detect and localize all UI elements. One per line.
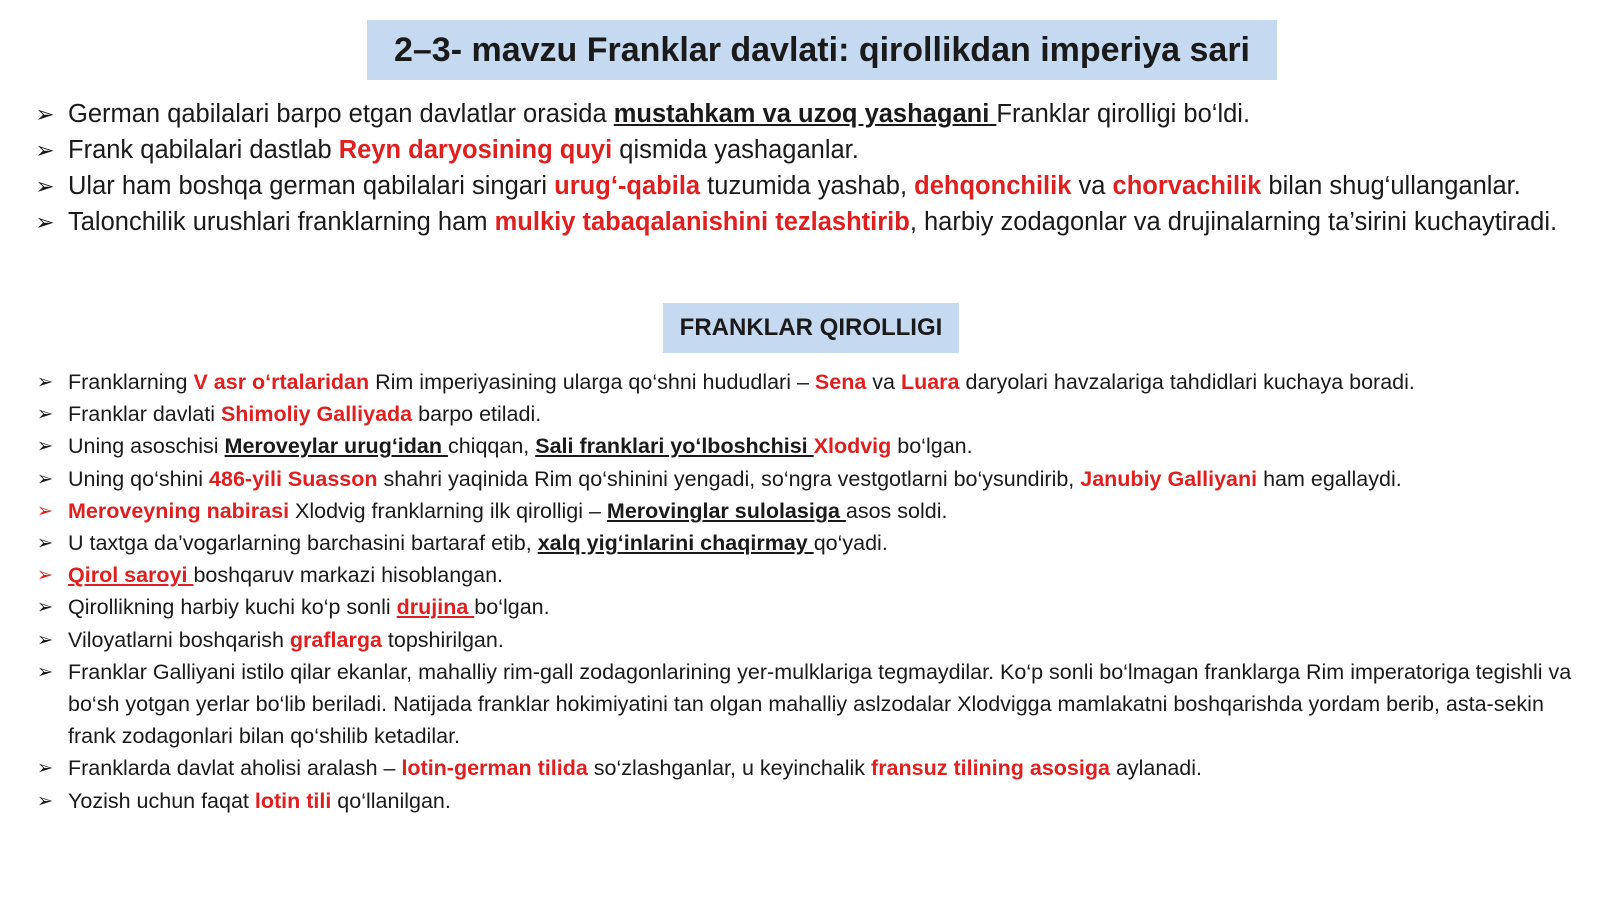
- highlight-text: graflarga: [289, 627, 382, 652]
- text: Franklarda davlat aholisi aralash –: [68, 756, 402, 781]
- list-item: [30, 366, 1575, 398]
- highlight-text: Luara: [900, 370, 960, 394]
- text: Viloyatlarni boshqarish: [68, 627, 290, 652]
- text: ham egallaydi.: [1257, 466, 1402, 491]
- text: topshirilgan.: [381, 627, 504, 652]
- highlight-text: urug‘-qabila: [554, 172, 701, 200]
- highlight-text: Shimoliy Galliyada: [220, 402, 413, 427]
- text: Frank qabilalari dastlab: [68, 136, 339, 164]
- section-header: [663, 303, 959, 353]
- list-item: [30, 132, 1575, 168]
- text: chiqqan,: [447, 434, 536, 459]
- list-item: [30, 785, 1575, 817]
- text: Franklar qirolligi bo‘ldi.: [996, 100, 1251, 128]
- arrowhead-bullet-icon: ➢: [36, 435, 54, 458]
- underlined-text: Sali franklari yo‘lboshchisi: [535, 434, 814, 459]
- list-item: [30, 559, 1575, 591]
- list-item: [30, 495, 1575, 527]
- list-item: [30, 591, 1575, 623]
- highlight-text: Qirol saroyi: [68, 563, 194, 588]
- highlight-text: lotin-german tilida: [401, 756, 588, 781]
- text: Franklarning: [68, 370, 194, 394]
- text: daryolari havzalariga tahdidlari kuchaya boradi.: [959, 370, 1415, 394]
- arrowhead-bullet-icon: ➢: [36, 403, 54, 426]
- text: qo‘yadi.: [813, 531, 888, 556]
- highlight-text: lotin tili: [254, 788, 332, 813]
- text: U taxtga da’vogarlarning barchasini bartaraf etib,: [68, 531, 538, 556]
- list-item: [30, 656, 1575, 753]
- arrowhead-bullet-icon: ➢: [36, 532, 54, 555]
- arrowhead-bullet-icon: ➢: [36, 371, 54, 393]
- page-title-text: 2–3- mavzu Franklar davlati: qirollikdan imperiya sari: [393, 30, 1250, 69]
- text: Franklar davlati: [68, 402, 221, 427]
- text: Franklar Galliyani istilo qilar ekanlar, mahalliy rim-gall zodagonlarining yer-mulklariga tegmaydilar. Ko‘p sonli bo‘lmagan franklarga Rim imperatoriga tegishli va bo‘sh yotgan yerlar bo‘lib beriladi. Natijada franklar hokimiyatini tan olgan mahalliy aslzodalar Xlodvigga mamlakatni boshqarishda yordam berib, asta-sekin frank zodagonlari bilan qo‘shilib ketadilar.: [68, 659, 1572, 749]
- text: va: [1071, 172, 1113, 200]
- text: bo‘lgan.: [474, 595, 550, 620]
- highlight-text: dehqonchilik: [914, 172, 1072, 200]
- arrowhead-bullet-icon: ➢: [36, 499, 54, 522]
- text: Uning qo‘shini: [68, 466, 210, 491]
- arrowhead-bullet-icon: ➢: [36, 467, 54, 490]
- arrowhead-bullet-icon: ➢: [36, 789, 54, 812]
- page-title: [367, 20, 1277, 80]
- arrowhead-bullet-icon: ➢: [35, 101, 55, 127]
- highlight-text: drujina: [396, 595, 475, 620]
- arrowhead-bullet-icon: ➢: [35, 209, 55, 235]
- text: Talonchilik urushlari franklarning ham: [68, 208, 495, 236]
- text: qo‘llanilgan.: [331, 788, 451, 813]
- list-item: [30, 96, 1575, 132]
- list-item: [30, 527, 1575, 559]
- arrowhead-bullet-icon: ➢: [35, 173, 55, 199]
- text: tuzumida yashab,: [700, 172, 915, 200]
- arrowhead-bullet-icon: ➢: [36, 596, 54, 619]
- highlight-text: Meroveyning nabirasi: [68, 498, 290, 523]
- text: Xlodvig franklarning ilk qirolligi –: [289, 498, 607, 523]
- text: Rim imperiyasining ularga qo‘shni hududlari –: [369, 370, 815, 394]
- text: Ular ham boshqa german qabilalari singari: [68, 172, 555, 200]
- kingdom-list: [30, 366, 1575, 817]
- arrowhead-bullet-icon: ➢: [35, 137, 55, 163]
- section-title: FRANKLAR QIROLLIGI: [679, 314, 943, 341]
- highlight-text: Sena: [814, 370, 867, 394]
- underlined-text: Meroveylar urug‘idan: [224, 434, 448, 459]
- underlined-text: mustahkam va uzoq yashagani: [613, 100, 997, 128]
- text: bo‘lgan.: [891, 434, 973, 459]
- text: barpo etiladi.: [412, 402, 542, 427]
- list-item: [30, 752, 1575, 784]
- text: Uning asoschisi: [68, 434, 225, 459]
- intro-list: [30, 96, 1575, 240]
- list-item: [30, 204, 1575, 240]
- list-item: [30, 168, 1575, 204]
- text: va: [866, 370, 901, 394]
- highlight-text: 486-yili Suasson: [209, 466, 378, 491]
- highlight-text: Reyn daryosining quyi: [338, 136, 613, 164]
- arrowhead-bullet-icon: ➢: [36, 628, 54, 651]
- highlight-text: chorvachilik: [1112, 172, 1262, 200]
- text: shahri yaqinida Rim qo‘shinini yengadi, so‘ngra vestgotlarni bo‘ysundirib,: [377, 466, 1081, 491]
- list-item: [30, 463, 1575, 495]
- text: so‘zlashganlar, u keyinchalik: [587, 756, 872, 781]
- list-item: [30, 624, 1575, 656]
- highlight-text: V asr o‘rtalaridan: [193, 370, 370, 394]
- text: German qabilalari barpo etgan davlatlar orasida: [68, 100, 614, 128]
- text: Qirollikning harbiy kuchi ko‘p sonli: [68, 595, 397, 620]
- text: aylanadi.: [1109, 756, 1203, 781]
- underlined-text: Merovinglar sulolasiga: [606, 498, 846, 523]
- arrowhead-bullet-icon: ➢: [36, 757, 54, 780]
- highlight-text: fransuz tilining asosiga: [871, 756, 1110, 781]
- text: asos soldi.: [845, 498, 948, 523]
- arrowhead-bullet-icon: ➢: [36, 564, 54, 587]
- text: bilan shug‘ullanganlar.: [1261, 172, 1521, 200]
- highlight-text: Xlodvig: [813, 434, 892, 459]
- arrowhead-bullet-icon: ➢: [36, 660, 54, 683]
- highlight-text: Janubiy Galliyani: [1080, 466, 1258, 491]
- underlined-text: xalq yig‘inlarini chaqirmay: [537, 531, 814, 556]
- list-item: [30, 398, 1575, 430]
- text: , harbiy zodagonlar va drujinalarning ta’sirini kuchaytiradi.: [909, 208, 1558, 236]
- text: qismida yashaganlar.: [612, 136, 859, 164]
- text: boshqaruv markazi hisoblangan.: [193, 563, 504, 588]
- list-item: [30, 430, 1575, 462]
- highlight-text: mulkiy tabaqalanishini tezlashtirib: [494, 208, 910, 236]
- text: Yozish uchun faqat: [68, 788, 255, 813]
